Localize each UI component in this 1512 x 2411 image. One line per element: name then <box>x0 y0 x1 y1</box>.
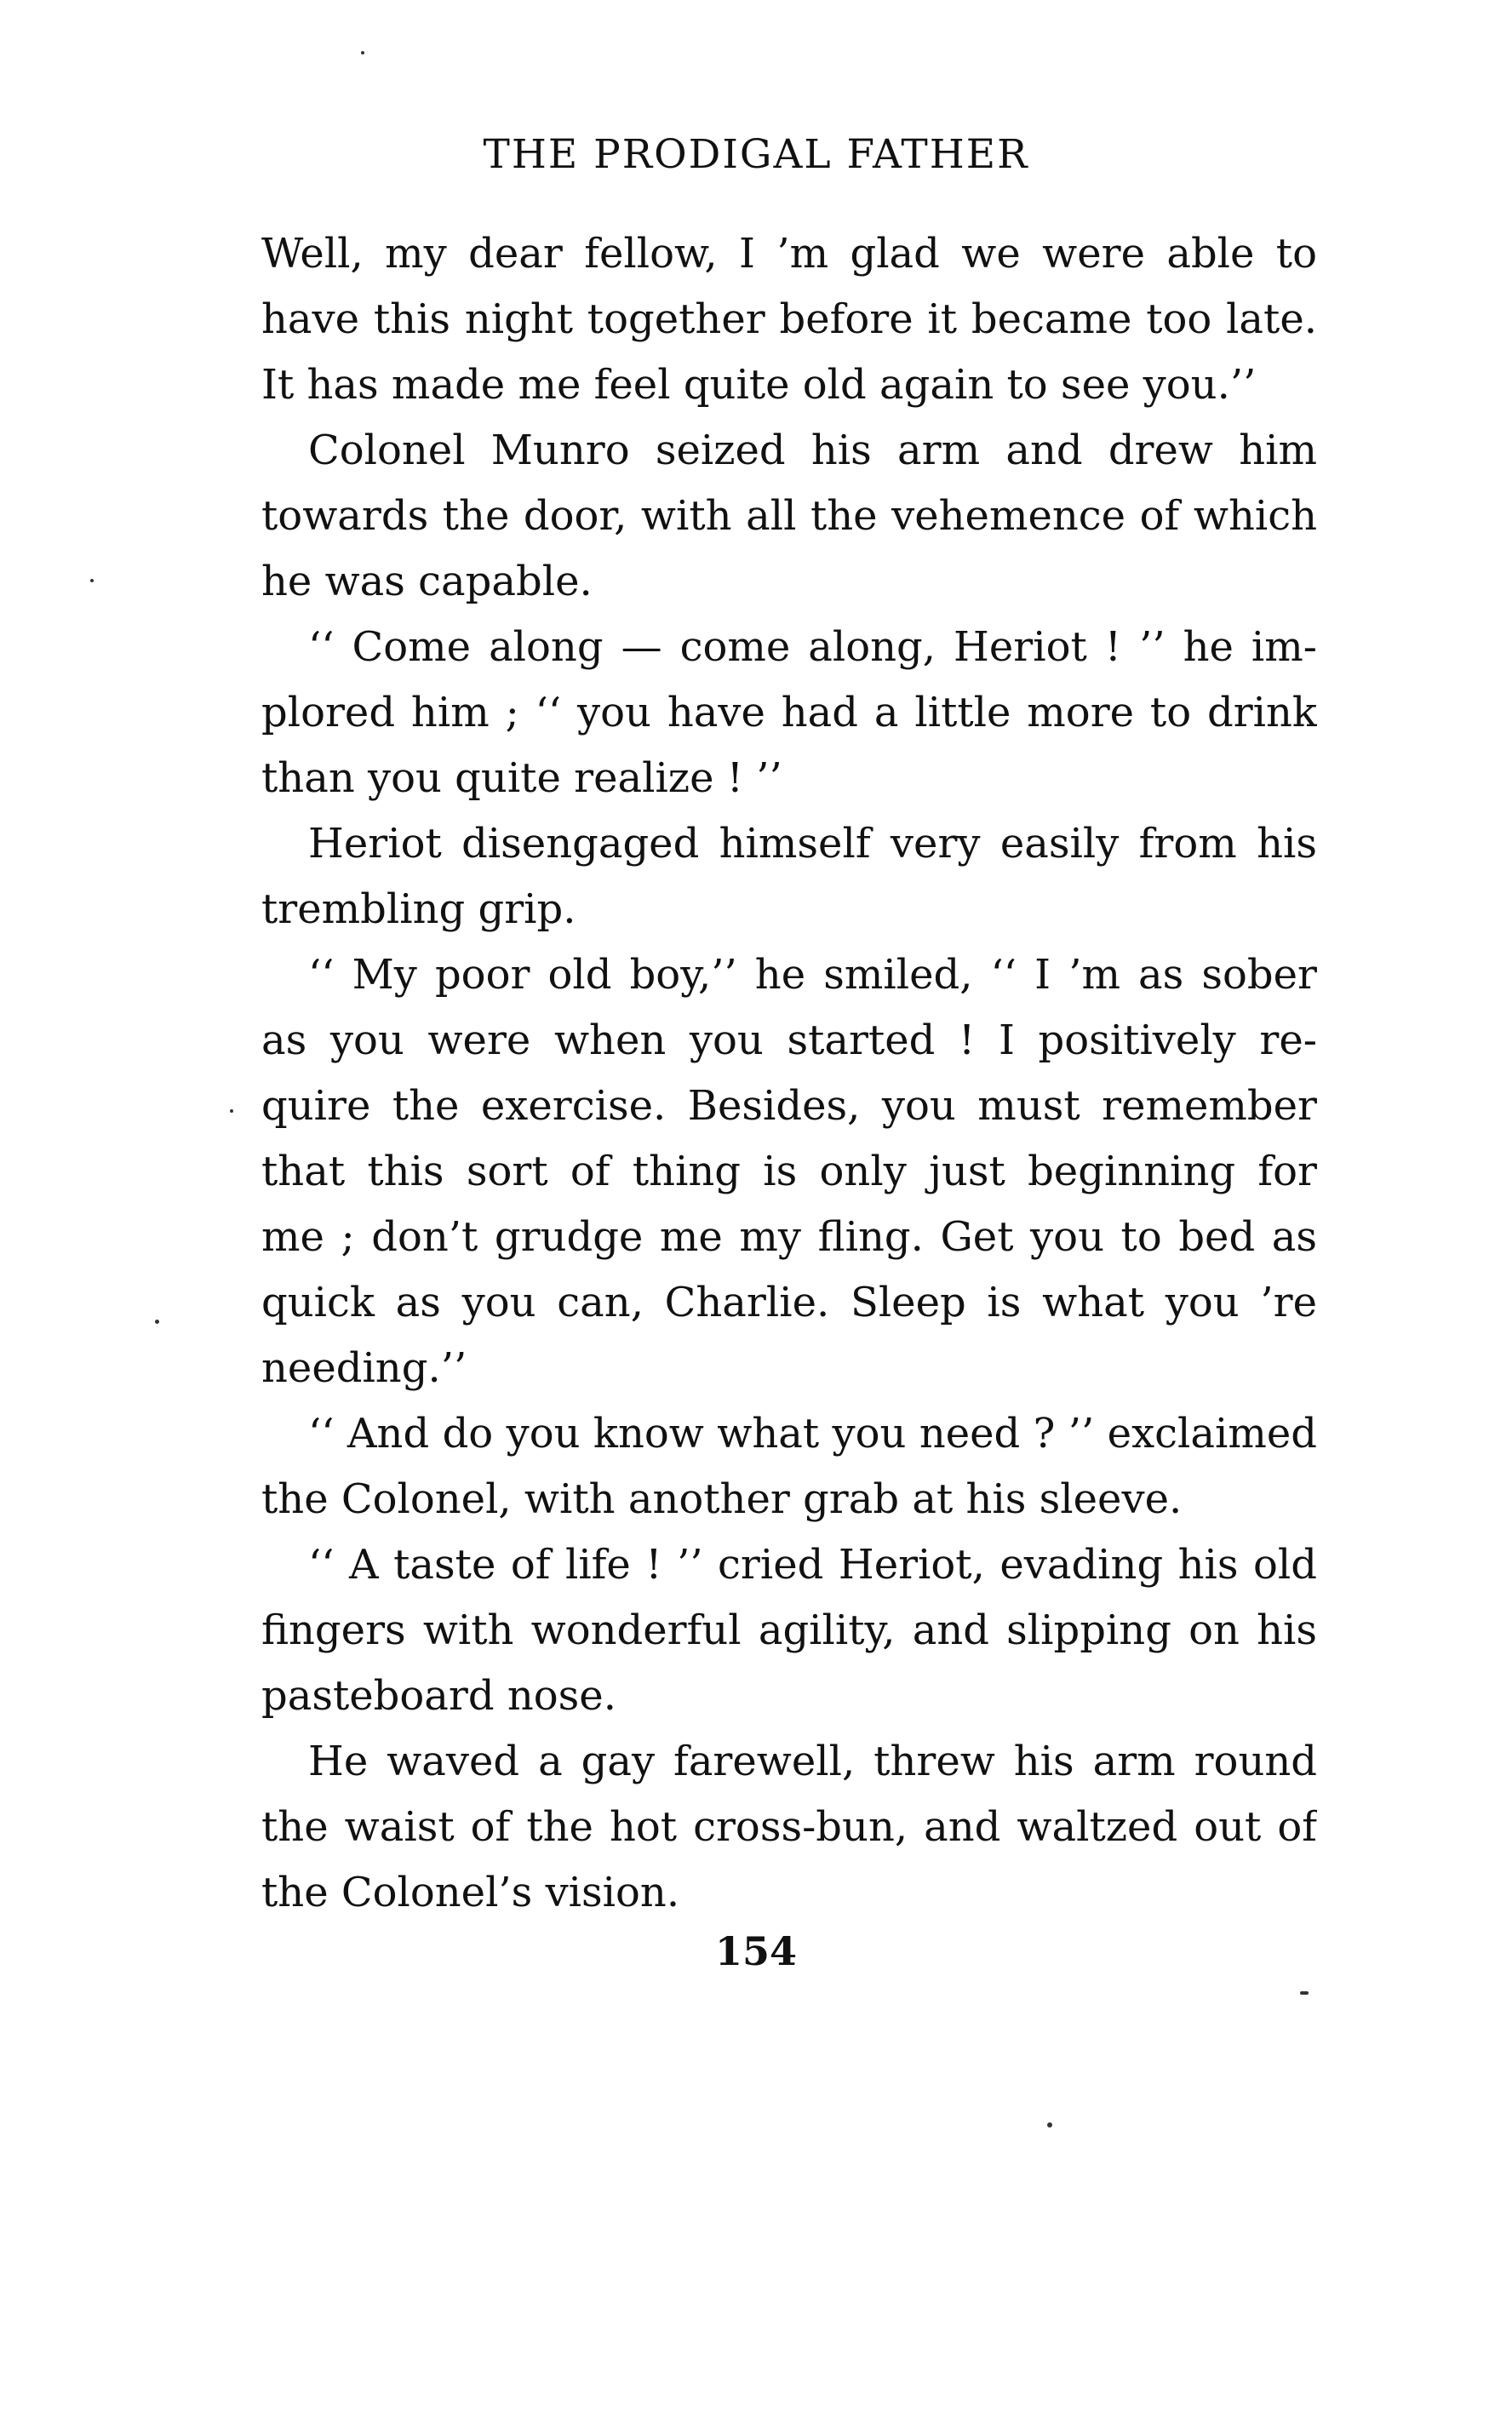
paragraph-start-line: Colonel Munro seized his arm and drew him <box>308 427 1317 474</box>
text-line: as you were when you started ! I positively re- <box>261 1017 1317 1064</box>
paragraph-start-line: ‘‘ Come along — come along, Heriot ! ’’ he im- <box>308 623 1317 671</box>
text-line: have this night together before it became too late. <box>261 295 1317 343</box>
text-line: the Colonel, with another grab at his sleeve. <box>261 1475 1183 1523</box>
text-line: trembling grip. <box>261 885 576 933</box>
scan-speck <box>1047 2122 1052 2128</box>
text-line: quick as you can, Charlie. Sleep is what you ’re <box>261 1279 1317 1326</box>
scan-speck <box>1300 1991 1309 1995</box>
scan-speck <box>361 51 364 54</box>
paragraph-start-line: ‘‘ My poor old boy,’’ he smiled, ‘‘ I ’m as sober <box>308 951 1317 999</box>
text-line: plored him ; ‘‘ you have had a little more to drink <box>261 689 1317 736</box>
text-line: me ; don’t grudge me my fling. Get you to bed as <box>261 1213 1317 1261</box>
text-line: pasteboard nose. <box>261 1672 616 1720</box>
text-line: towards the door, with all the vehemence of which <box>261 492 1317 540</box>
scan-speck <box>90 579 94 582</box>
paragraph-start-line: ‘‘ And do you know what you need ? ’’ exclaimed <box>308 1410 1317 1457</box>
text-line: It has made me feel quite old again to see you.’’ <box>261 361 1257 409</box>
scan-speck <box>155 1320 159 1324</box>
text-line: fingers with wonderful agility, and slipping on his <box>261 1606 1317 1654</box>
paragraph-start-line: ‘‘ A taste of life ! ’’ cried Heriot, evading his old <box>308 1541 1317 1589</box>
body-text <box>261 221 1317 1926</box>
paragraph-start-line: Heriot disengaged himself very easily from his <box>308 820 1317 868</box>
text-line: the Colonel’s vision. <box>261 1869 680 1916</box>
text-line: the waist of the hot cross-bun, and waltzed out of <box>261 1803 1317 1851</box>
text-line: that this sort of thing is only just beginning for <box>261 1148 1317 1195</box>
text-line: he was capable. <box>261 558 593 605</box>
scan-speck <box>230 1109 233 1113</box>
paragraph-start-line: He waved a gay farewell, threw his arm round <box>308 1738 1317 1785</box>
text-line: needing.’’ <box>261 1344 467 1392</box>
text-line: Well, my dear fellow, I ’m glad we were able to <box>261 230 1317 278</box>
page-number: 154 <box>714 1928 798 1974</box>
text-line: quire the exercise. Besides, you must remember <box>261 1082 1317 1130</box>
running-head: THE PRODIGAL FATHER <box>483 131 1029 178</box>
text-line: than you quite realize ! ’’ <box>261 754 782 802</box>
